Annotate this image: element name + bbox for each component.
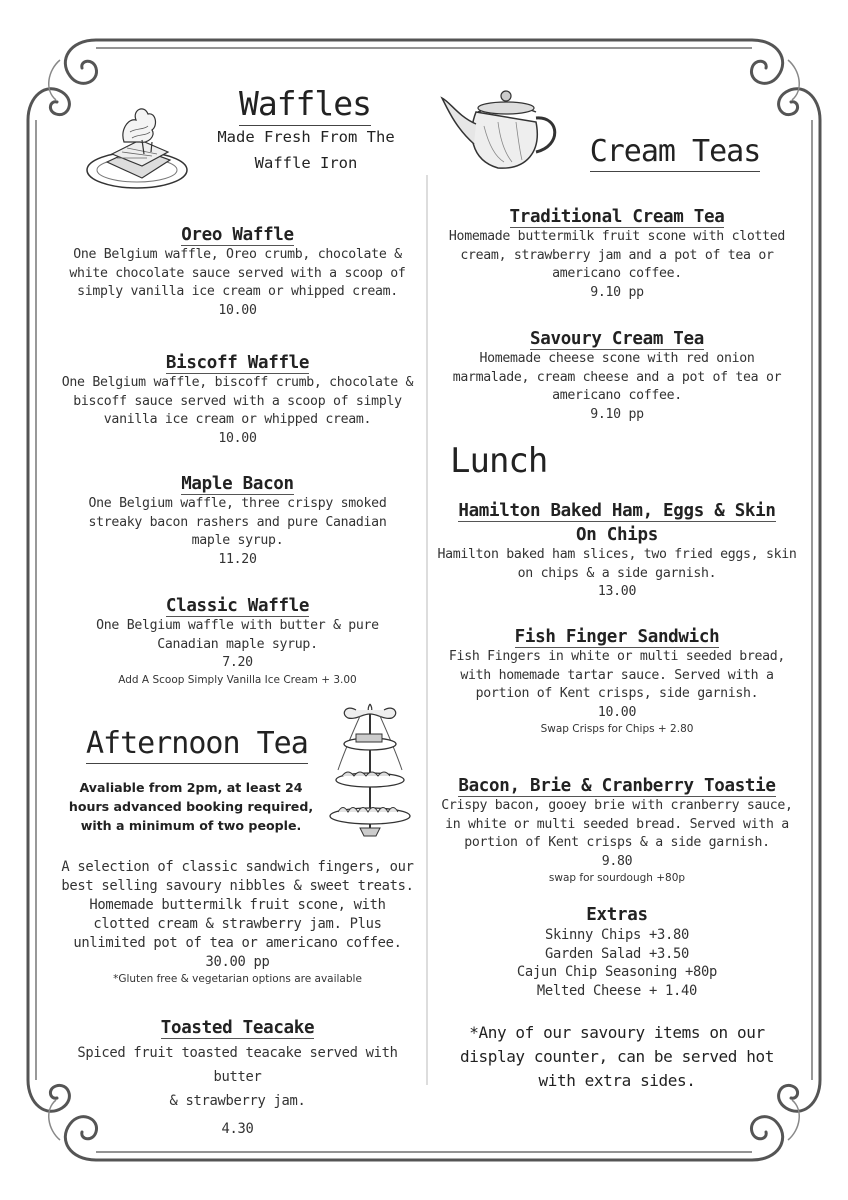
item-price: 4.30 (221, 1121, 254, 1137)
extras-item: Cajun Chip Seasoning +80p (516, 964, 718, 981)
extras-list (432, 926, 802, 1000)
extras-item: Garden Salad +3.50 (544, 945, 690, 962)
cream-teas-heading: Cream Teas (570, 134, 780, 169)
item-price: 7.20 (222, 655, 253, 671)
item-addon: Add A Scoop Simply Vanilla Ice Cream + 3.00 (118, 673, 357, 686)
item-description: Fish Fingers in white or multi seeded bread, with homemade tartar sauce. Served with a portion of Kent crisps, side garnish. 10.00 (432, 648, 802, 722)
waffle-illustration (82, 100, 192, 195)
menu-item-maple-bacon (55, 473, 420, 569)
item-description: Crispy bacon, gooey brie with cranberry sauce, in white or multi seeded bread. Served with a portion of Kent crisps & a side garnish. 9.80 (432, 797, 802, 871)
item-price: 10.00 (218, 302, 257, 318)
item-title: Hamilton Baked Ham, Eggs & Skin (458, 501, 776, 521)
item-addon: swap for sourdough +80p (548, 872, 686, 885)
menu-item-fish-finger-sandwich (432, 626, 802, 736)
item-price: 9.10 pp (590, 406, 644, 422)
item-description: One Belgium waffle with butter & pure Canadian maple syrup. 7.20 (55, 617, 420, 673)
item-addon: Swap Crisps for Chips + 2.80 (540, 723, 694, 736)
item-title-line2: On Chips (576, 525, 658, 545)
menu-item-traditional-cream-tea (432, 206, 802, 302)
item-description: Homemade cheese scone with red onion marmalade, cream cheese and a pot of tea or americano coffee. 9.10 pp (432, 350, 802, 424)
item-description: One Belgium waffle, three crispy smoked streaky bacon rashers and pure Canadian maple syrup. 11.20 (55, 495, 420, 569)
menu-item-oreo-waffle (55, 224, 420, 320)
item-description: Spiced fruit toasted teacake served with butter & strawberry jam. 4.30 (55, 1041, 420, 1141)
item-price: 9.10 pp (590, 284, 644, 300)
extras-item: Skinny Chips +3.80 (544, 927, 690, 943)
item-price: 11.20 (218, 551, 257, 567)
item-title: Toasted Teacake (160, 1018, 315, 1038)
afternoon-tea-booking-note: Avaliable from 2pm, at least 24 hours advanced booking required, with a minimum of two people. (68, 780, 314, 833)
item-description: Homemade buttermilk fruit scone with clotted cream, strawberry jam and a pot of tea or americano coffee. 9.10 pp (432, 228, 802, 302)
item-description: One Belgium waffle, Oreo crumb, chocolate & white chocolate sauce served with a scoop of simply vanilla ice cream or whipped cream. 10.00 (55, 246, 420, 320)
lunch-heading: Lunch (450, 441, 548, 481)
dietary-note: *Gluten free & vegetarian options are available (113, 973, 362, 985)
item-title: Maple Bacon (181, 474, 294, 494)
menu-item-savoury-cream-tea (432, 328, 802, 424)
menu-item-biscoff-waffle (55, 352, 420, 448)
item-title: Biscoff Waffle (165, 353, 310, 373)
waffles-subtitle-line: Waffle Iron (254, 154, 358, 172)
teapot-illustration (438, 82, 568, 177)
waffles-subtitle (195, 124, 417, 176)
item-description: Hamilton baked ham slices, two fried eggs, skin on chips & a side garnish. 13.00 (432, 546, 802, 602)
item-title: Fish Finger Sandwich (514, 627, 720, 647)
item-price: 30.00 pp (205, 954, 270, 970)
item-price: 10.00 (218, 430, 257, 446)
menu-item-toasted-teacake (55, 1017, 420, 1141)
afternoon-tea-description: A selection of classic sandwich fingers, our best selling savoury nibbles & sweet treats. Homemade buttermilk fruit scone, with clotted cream & strawberry jam. Plus unlimited pot of tea or americano coffee. 30.00 pp *Gluten free & vegetarian options are available (55, 858, 420, 986)
item-title: Classic Waffle (165, 596, 310, 616)
extras-heading: Extras (586, 905, 648, 925)
item-description: One Belgium waffle, biscoff crumb, chocolate & biscoff sauce served with a scoop of simply vanilla ice cream or whipped cream. 10.00 (55, 374, 420, 448)
item-price: 10.00 (597, 704, 637, 720)
extras-item: Melted Cheese + 1.40 (536, 982, 698, 999)
afternoon-tea-heading: Afternoon Tea (86, 726, 336, 761)
menu-item-bacon-brie-toastie (432, 775, 802, 885)
item-title: Bacon, Brie & Cranberry Toastie (458, 776, 776, 796)
menu-item-classic-waffle (55, 595, 420, 687)
menu-item-hamilton-ham (432, 500, 802, 602)
waffles-subtitle-line: Made Fresh From The (217, 128, 395, 146)
item-title: Oreo Waffle (181, 225, 294, 245)
cake-stand-illustration (326, 700, 414, 840)
savoury-counter-note: *Any of our savoury items on our display counter, can be served hot with extra sides. (460, 1023, 774, 1090)
item-title: Traditional Cream Tea (509, 207, 725, 227)
item-price: 9.80 (601, 853, 633, 869)
item-title: Savoury Cream Tea (529, 329, 704, 349)
extras-section (432, 904, 802, 1000)
waffles-heading: Waffles (200, 84, 410, 123)
item-price: 13.00 (597, 584, 637, 600)
